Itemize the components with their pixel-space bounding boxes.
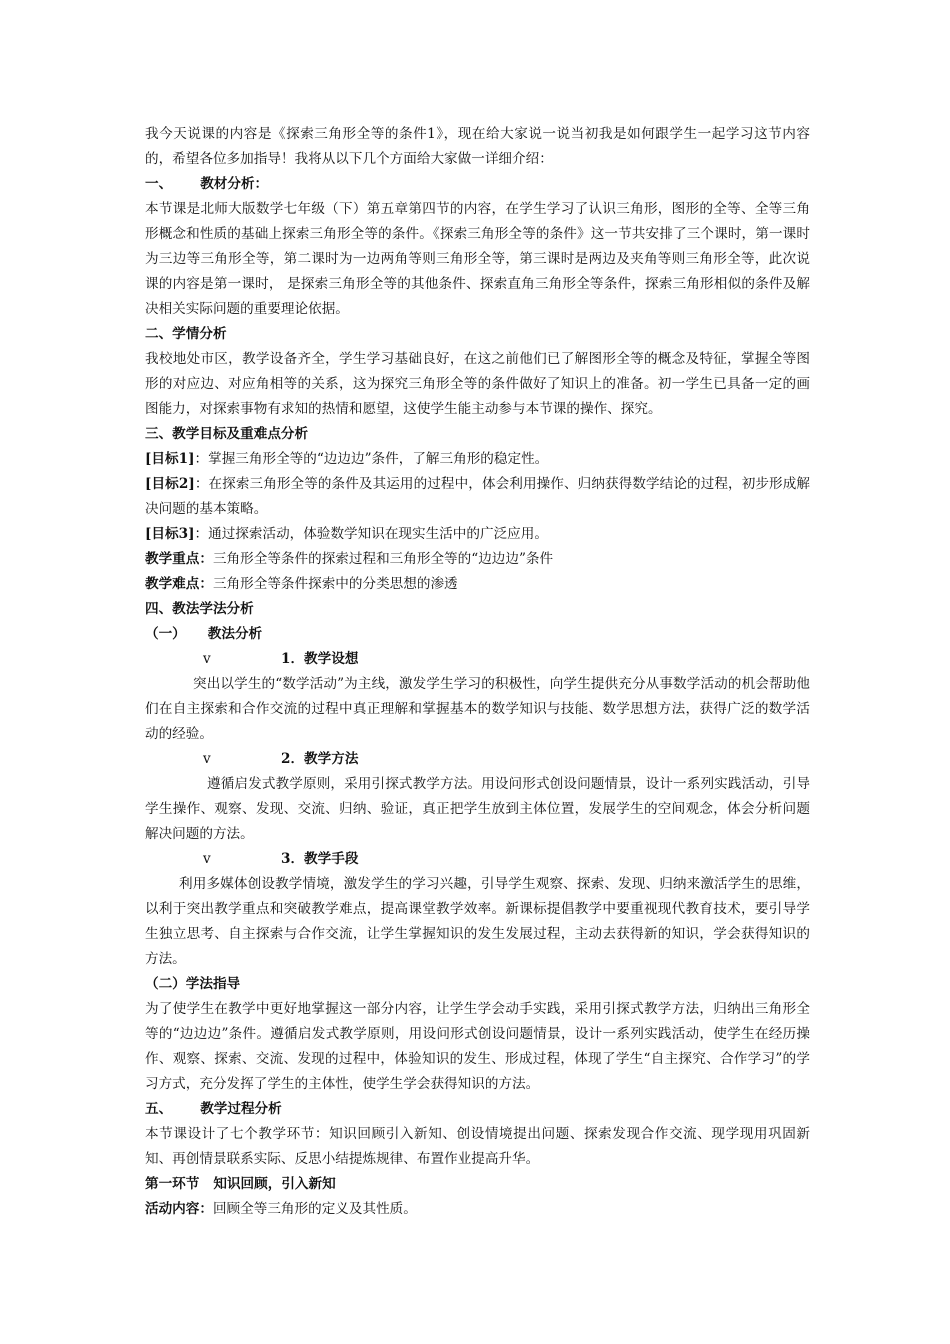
difficult-point-text: 三角形全等条件探索中的分类思想的渗透 [212,576,458,592]
bullet-icon: v [203,851,211,867]
subsection-4-2-heading: （二）学法指导 [145,976,241,992]
section-5-title: 教学过程分析 [200,1101,282,1117]
document-content [145,122,810,1222]
goal-1 [145,447,810,472]
section-1-body: 本节课是北师大版数学七年级（下）第五章第四节的内容，在学生学习了认识三角形，图形的全等、全等三角形概念和性质的基础上探索三角形全等的条件。《探索三角形全等的条件》这一节共安排了三个课时，第一课时为三边等三角形全等，第二课时为一边两角等则三角形全等，第三课时是两边及夹角等则三角形全等，此次说课的内容是第一课时， 是探索三角形全等的其他条件、探索直角三角形全等条件，探索三角形相似的条件及解决相关实际问题的重要理论依据。 [145,201,810,317]
goal-2 [145,472,810,522]
subsection-4-1-title: 教法分析 [207,626,263,642]
section-5-body: 本节课设计了七个教学环节：知识回顾引入新知、创设情境提出问题、探索发现合作交流、现学现用巩固新知、再创情景联系实际、反思小结提炼规律、布置作业提高升华。 [145,1126,810,1167]
goal-3-text: ：通过探索活动，体验数学知识在现实生活中的广泛应用。 [194,526,548,542]
bullet-icon: v [203,651,211,667]
method-item-3-body: 利用多媒体创设教学情境，激发学生的学习兴趣，引导学生观察、探索、发现、归纳来激活学生的思维，以利于突出教学重点和突破教学难点，提高课堂教学效率。新课标提倡教学中要重视现代教育技术，要引导学生独立思考、自主探索与合作交流，让学生掌握知识的发生发展过程，主动去获得新的知识，学会获得知识的方法。 [145,876,810,967]
key-point-text: 三角形全等条件的探索过程和三角形全等的“边边边”条件 [212,551,554,567]
goal-3 [145,522,810,547]
goal-2-label: [目标2] [145,476,195,492]
subsection-4-1-number: （一） [145,626,186,642]
subsection-4-2-body: 为了使学生在教学中更好地掌握这一部分内容，让学生学会动手实践，采用引探式教学方法，归纳出三角形全等的“边边边”条件。遵循启发式教学原则，用设问形式创设问题情景，设计一系列实践活动，使学生在经历操作、观察、探索、交流、发现的过程中，体验知识的发生、形成过程，体现了学生“自主探究、合作学习”的学习方式，充分发挥了学生的主体性，使学生学会获得知识的方法。 [145,1001,810,1092]
difficult-point-label: 教学难点： [145,576,213,592]
step-1-heading [145,1172,810,1197]
section-5-heading [145,1097,810,1122]
activity-content [145,1197,810,1222]
method-item-1-body: 突出以学生的“数学活动”为主线，激发学生学习的积极性，向学生提供充分从事数学活动的机会帮助他们在自主探索和合作交流的过程中真正理解和掌握基本的数学知识与技能、数学思想方法，获得广泛的数学活动的经验。 [145,676,810,742]
goal-2-text: ：在探索三角形全等的条件及其运用的过程中，体会利用操作、归纳获得数学结论的过程，初步形成解决问题的基本策略。 [145,476,810,517]
step-1-title: 知识回顾，引入新知 [213,1176,336,1192]
intro-paragraph: 我今天说课的内容是《探索三角形全等的条件1》，现在给大家说一说当初我是如何跟学生一起学习这节内容的，希望各位多加指导！我将从以下几个方面给大家做一详细介绍： [145,126,810,167]
activity-text: 回顾全等三角形的定义及其性质。 [212,1201,417,1217]
section-2-body: 我校地处市区，教学设备齐全，学生学习基础良好，在这之前他们已了解图形全等的概念及特征，掌握全等图形的对应边、对应角相等的关系，这为探究三角形全等的条件做好了知识上的准备。初一学生已具备一定的画图能力，对探索事物有求知的热情和愿望，这使学生能主动参与本节课的操作、探究。 [145,351,810,417]
section-1-heading [145,172,810,197]
step-1-number: 第一环节 [145,1176,200,1192]
activity-label: 活动内容： [145,1201,213,1217]
section-2-heading: 二、学情分析 [145,326,227,342]
method-item-2-body: 遵循启发式教学原则，采用引探式教学方法。用设问形式创设问题情景，设计一系列实践活动，引导学生操作、观察、发现、交流、归纳、验证，真正把学生放到主体位置，发展学生的空间观念，体会分析问题解决问题的方法。 [145,776,810,842]
method-item-1-title: 1．教学设想 [281,651,359,667]
method-item-1-heading [145,647,810,672]
section-1-number: 一、 [145,176,173,192]
method-item-3-heading [145,847,810,872]
goal-1-text: ：掌握三角形全等的“边边边”条件，了解三角形的稳定性。 [194,451,549,467]
goal-3-label: [目标3] [145,526,195,542]
difficult-point [145,572,810,597]
key-point-label: 教学重点： [145,551,213,567]
key-point [145,547,810,572]
bullet-icon: v [203,751,211,767]
subsection-4-1-heading [145,622,810,647]
method-item-3-title: 3．教学手段 [281,851,359,867]
method-item-2-heading [145,747,810,772]
section-3-heading: 三、教学目标及重难点分析 [145,426,309,442]
section-4-heading: 四、教法学法分析 [145,601,254,617]
goal-1-label: [目标1] [145,451,195,467]
section-1-title: 教材分析： [200,176,269,192]
section-5-number: 五、 [145,1101,173,1117]
method-item-2-title: 2．教学方法 [281,751,359,767]
